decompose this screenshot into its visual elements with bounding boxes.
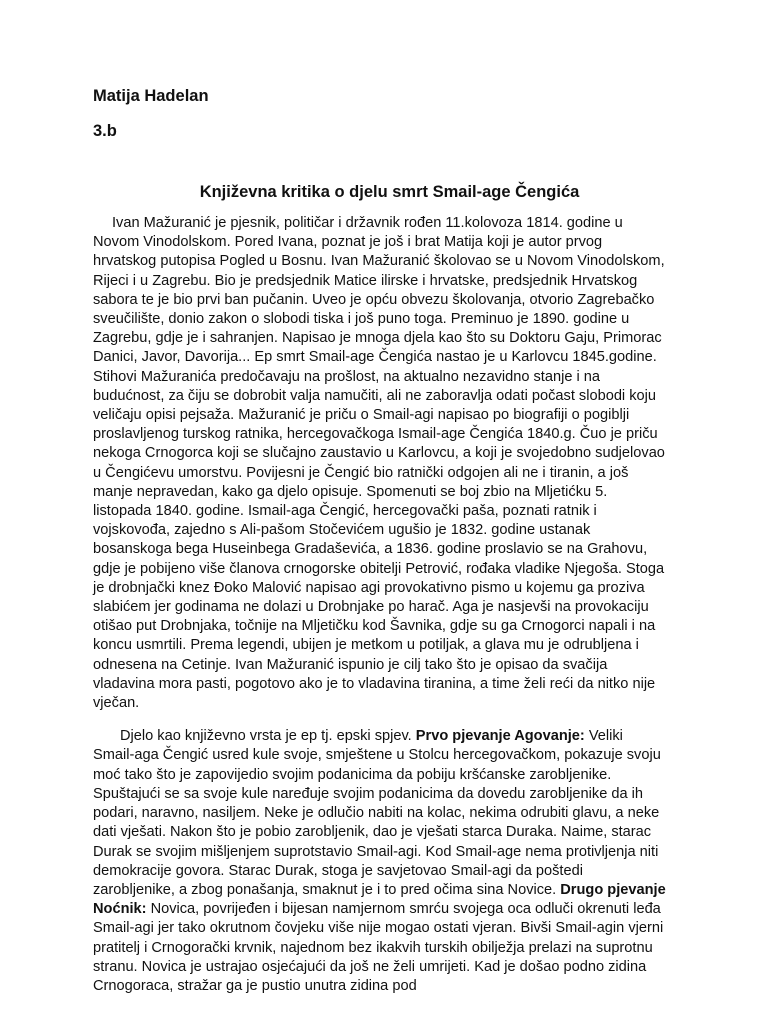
section-heading-second-canto: Drugo pjevanje Noćnik: <box>93 881 666 918</box>
document-title: Književna kritika o djelu smrt Smail-age Čengića <box>199 183 580 201</box>
paragraph-2 <box>93 727 668 996</box>
paragraph-2-text: Novica, povrijeđen i bijesan namjernom smrću svojega oca odluči okrenuti leđa Smail-agi jer tako okrutnom čovjeku više nije mogao ostati vjeran. Bivši Smail-agin vjerni pratitelj i Crnogorački krvnik, najednom bez ikakvih turskih obilježja prelazi na suprotnu stranu. Novica je ustrajao osjećajući da još ne želi umrijeti. Kad je došao podno zidina Crnogoraca, stražar ga je pustio unutra zidina pod <box>93 901 664 994</box>
paragraph-2-text: Djelo kao književno vrsta je ep tj. epski spjev. <box>120 728 416 745</box>
paragraph-2-text: Veliki Smail-aga Čengić usred kule svoje, smještene u Stolcu hercegovačkom, pokazuje svoju moć tako što je zapovijedio svojim podanicima da pobiju kršćanske zarobljenike. Spuštajući se sa svoje kule naređuje svojim podanicima da dovedu zarobljenike da ih podari, naravno, nasiljem. Neke je odlučio nabiti na kolac, nekima odrubiti glavu, a neke dati vješati. Nakon što je pobio zarobljenik, dao je vješati starca Duraka. Naime, starac Durak se svojim mišljenjem suprotstavio Smail-agi. Kod Smail-age nema protivljenja niti demokracije govora. Starac Durak, stoga je savjetovao Smail-agi da poštedi zarobljenike, a zbog ponašanja, smaknut je i to pred očima sina Novice. <box>93 728 661 898</box>
paragraph-1: Ivan Mažuranić je pjesnik, političar i državnik rođen 11.kolovoza 1814. godine u Novom Vinodolskom. Pored Ivana, poznat je još i brat Matija koji je autor prvog hrvatskog putopisa Pogled u Bosnu. Ivan Mažuranić školovao se u Novom Vinodolskom, Rijeci i u Zagrebu. Bio je predsjednik Matice ilirske i hrvatske, predsjednik Hrvatskog sabora te je bio prvi ban pučanin. Uveo je opću obvezu školovanja, otvorio Zagrebačko sveučilište, donio zakon o slobodi tiska i još puno toga. Preminuo je 1890. godine u Zagrebu, gdje je i sahranjen. Napisao je mnoga djela kao što su Doktoru Gaju, Primorac Danici, Javor, Davorija... Ep smrt Smail-age Čengića nastao je u Karlovcu 1845.godine. Stihovi Mažuranića predočavaju na prošlost, na aktualno nezavidno stanje i na budućnost, za čiju se dobrobit valja namučiti, ali ne zaboravlja odati počast slobodi koju veličaju opisi pejsaža. Mažuranić je priču o Smail-agi napisao po biografiji o pogiblji proslavljenog turskog ratnika, hercegovačkoga Ismail-age Čengića 1840.g. Čuo je priču nekoga Crnogorca koji se slučajno zaustavio u Karlovcu, a koji je svojedobno sudjelovao u Čengićevu umorstvu. Povijesni je Čengić bio ratnički odgojen ali ne i tiranin, a još manje nepravedan, kako ga djelo opisuje. Spomenuti se boj zbio na Mljetićku 5. listopada 1840. godine. Ismail-aga Čengić, hercegovački paša, poznati ratnik i vojskovođa, zajedno s Ali-pašom Stočevićem ugušio je 1832. godine ustanak bosanskoga bega Huseinbega Gradaševića, a 1836. godine proslavio se na Grahovu, gdje je pobijeno više članova crnogorske obitelji Petrović, rođaka vladike Njegoša. Stoga je drobnjački knez Đoko Malović napisao agi provokativno pismo u kojemu ga proziva slabićem jer godinama ne dolazi u Drobnjake po harač. Aga je nasjevši na provokaciju otišao put Drobnjaka, točnije na Mljetičku kod Šavnika, gdje su ga Crnogorci napali i na koncu usmrtili. Prema legendi, ubijen je metkom u potiljak, a glava mu je odrubljena i odnesena na Cetinje. Ivan Mažuranić ispunio je cilj tako što je opisao da svačija vladavina mora pasti, pogotovo ako je to vladavina tiranina, a time želi reći da nitko nije vječan. <box>93 215 665 712</box>
author-name: Matija Hadelan <box>93 87 209 105</box>
section-heading-first-canto: Prvo pjevanje Agovanje: <box>415 728 585 745</box>
class-label: 3.b <box>93 122 117 140</box>
